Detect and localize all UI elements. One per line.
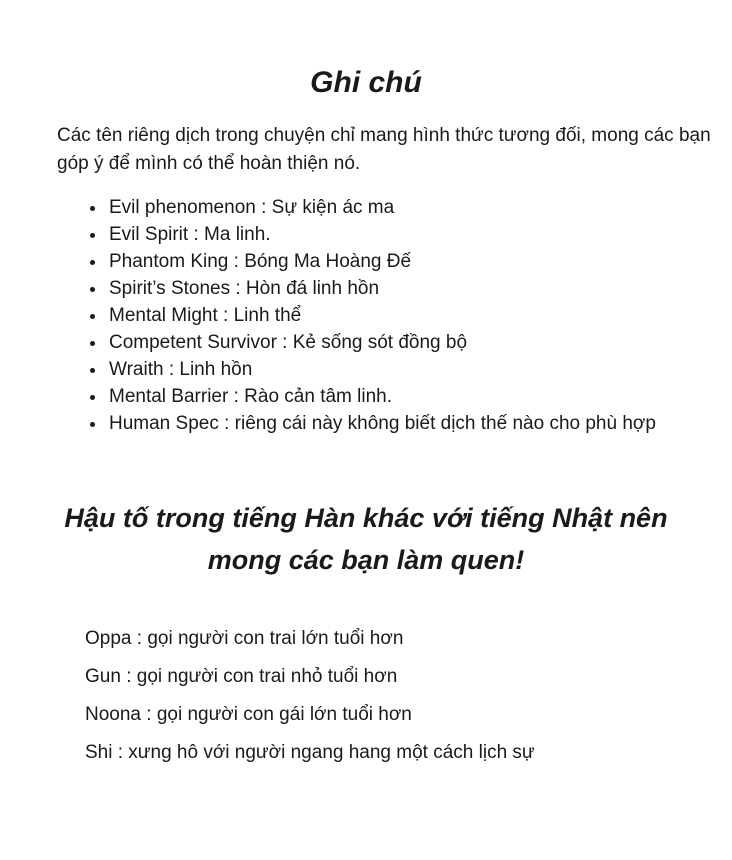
- honorifics-list: [85, 629, 732, 763]
- intro-paragraph: [57, 122, 711, 178]
- honorific-line: Noona : gọi người con gái lớn tuổi hơn: [85, 704, 412, 725]
- glossary-item: • Evil Spirit : Ma linh.: [107, 221, 732, 248]
- glossary-item: • Mental Might : Linh thể: [107, 302, 732, 329]
- glossary-item: • Phantom King : Bóng Ma Hoàng Đế: [107, 248, 732, 275]
- honorific-line: Shi : xưng hô với người ngang hang một cách lịch sự: [85, 742, 535, 763]
- intro-line-1: Các tên riêng dịch trong chuyện chỉ mang hình thức tương đối, mong các bạn: [57, 125, 711, 146]
- glossary-item: • Competent Survivor : Kẻ sống sót đồng bộ: [107, 329, 732, 356]
- honorific-line: Gun : gọi người con trai nhỏ tuổi hơn: [85, 666, 398, 687]
- glossary-item: • Spirit’s Stones : Hòn đá linh hồn: [107, 275, 732, 302]
- honorific-line: Oppa : gọi người con trai lớn tuổi hơn: [85, 628, 404, 649]
- glossary-item: • Mental Barrier : Rào cản tâm linh.: [107, 383, 732, 410]
- page-title: Ghi chú: [310, 66, 422, 99]
- glossary-item: • Evil phenomenon : Sự kiện ác ma: [107, 194, 732, 221]
- glossary-item: • Wraith : Linh hồn: [107, 356, 732, 383]
- section-heading-line-1: Hậu tố trong tiếng Hàn khác với tiếng Nhật nên: [64, 503, 668, 533]
- glossary-list: [0, 194, 732, 437]
- glossary-item: • Human Spec : riêng cái này không biết dịch thế nào cho phù hợp: [107, 410, 732, 437]
- intro-line-2: góp ý để mình có thể hoàn thiện nó.: [57, 153, 361, 174]
- section-heading: [0, 497, 732, 581]
- section-heading-line-2: mong các bạn làm quen!: [207, 545, 525, 575]
